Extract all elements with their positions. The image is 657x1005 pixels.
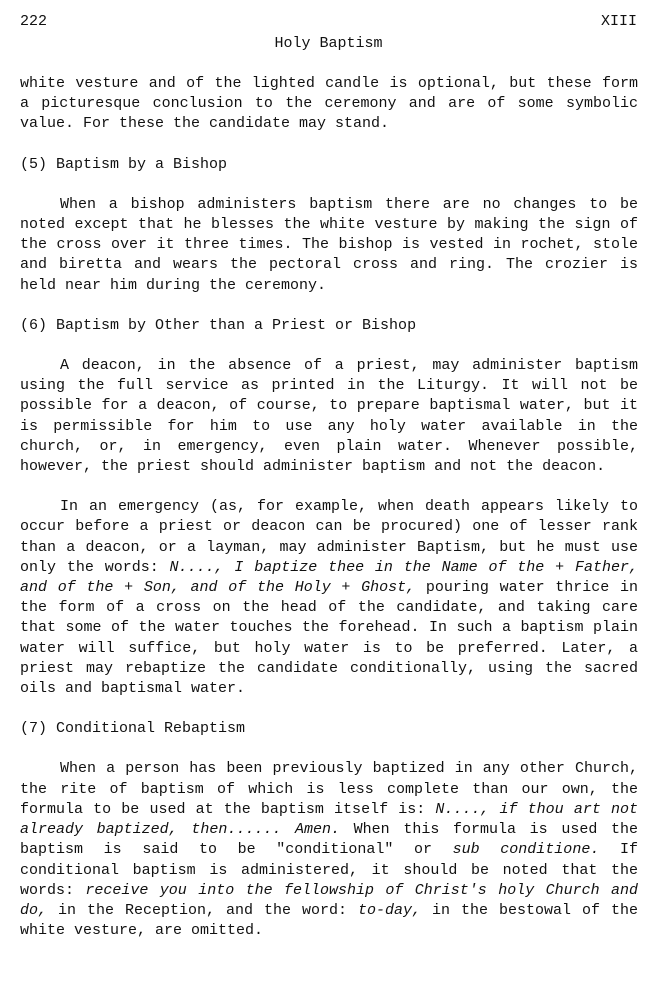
- paragraph-continued: white vesture and of the lighted candle is optional, but these form a picturesque conclusion to the ceremony and are of some symbolic value. For these the candidate may stand.: [20, 75, 638, 133]
- text-segment: in the bestowal of the white vesture, are omitted.: [20, 901, 638, 940]
- formula-text: N...., if thou art not already baptized, then...... Amen.: [20, 800, 638, 839]
- paragraph-conditional: [20, 759, 638, 941]
- chapter-number: XIII: [600, 13, 637, 30]
- text-segment: in the Reception, and the word:: [47, 901, 358, 919]
- running-title: Holy Baptism: [274, 35, 383, 52]
- section-heading-5: (5) Baptism by a Bishop: [20, 155, 228, 173]
- text-segment: When this formula is used the baptism is said to be "conditional" or: [20, 821, 638, 859]
- section-heading-7: (7) Conditional Rebaptism: [20, 720, 246, 738]
- paragraph-deacon: A deacon, in the absence of a priest, may administer baptism using the full service as printed in the Liturgy. It will not be possible for a deacon, of course, to prepare baptismal water, but it is permissible for him to use any holy water available in the church, or, in emergency, even plain water. Whenever possible, however, the priest should administer baptism and not the deacon.: [20, 357, 638, 476]
- paragraph-bishop: When a bishop administers baptism there are no changes to be noted except that he blesses the white vesture by making the sign of the cross over it three times. The bishop is vested in rochet, stole and biretta and wears the pectoral cross and ring. The crozier is held near him during the ceremony.: [20, 195, 638, 294]
- text-segment: If conditional baptism is administered, it should be noted that the words:: [20, 841, 638, 899]
- text-segment: pouring water thrice in the form of a cross on the head of the candidate, and taking care that some of the water touches the forehead. In such a baptism plain water will suffice, but holy water is to be preferred. Later, a priest may rebaptize the candidate conditionally, using the sacred oils and baptismal water.: [20, 579, 639, 698]
- section-heading-6: (6) Baptism by Other than a Priest or Bishop: [20, 316, 417, 334]
- formula-text: N...., I baptize thee in the Name of the + Father, and of the + Son, and of the Holy + Ghost,: [20, 558, 638, 597]
- text-segment: In an emergency (as, for example, when death appears likely to occur before a priest or deacon can be procured) one of lesser rank than a deacon, or a layman, may administer Baptism, but he must use only the words:: [20, 498, 638, 576]
- text-segment: When a person has been previously baptized in any other Church, the rite of baptism of which is less complete than our own, the formula to be used at the baptism itself is:: [20, 760, 638, 818]
- quoted-words: receive you into the fellowship of Christ's holy Church and do,: [20, 881, 638, 919]
- quoted-word: to-day,: [357, 901, 421, 919]
- page-body: [20, 74, 638, 961]
- page-number: 222: [20, 13, 48, 30]
- paragraph-emergency: [20, 497, 638, 699]
- latin-term: sub conditione.: [452, 841, 600, 859]
